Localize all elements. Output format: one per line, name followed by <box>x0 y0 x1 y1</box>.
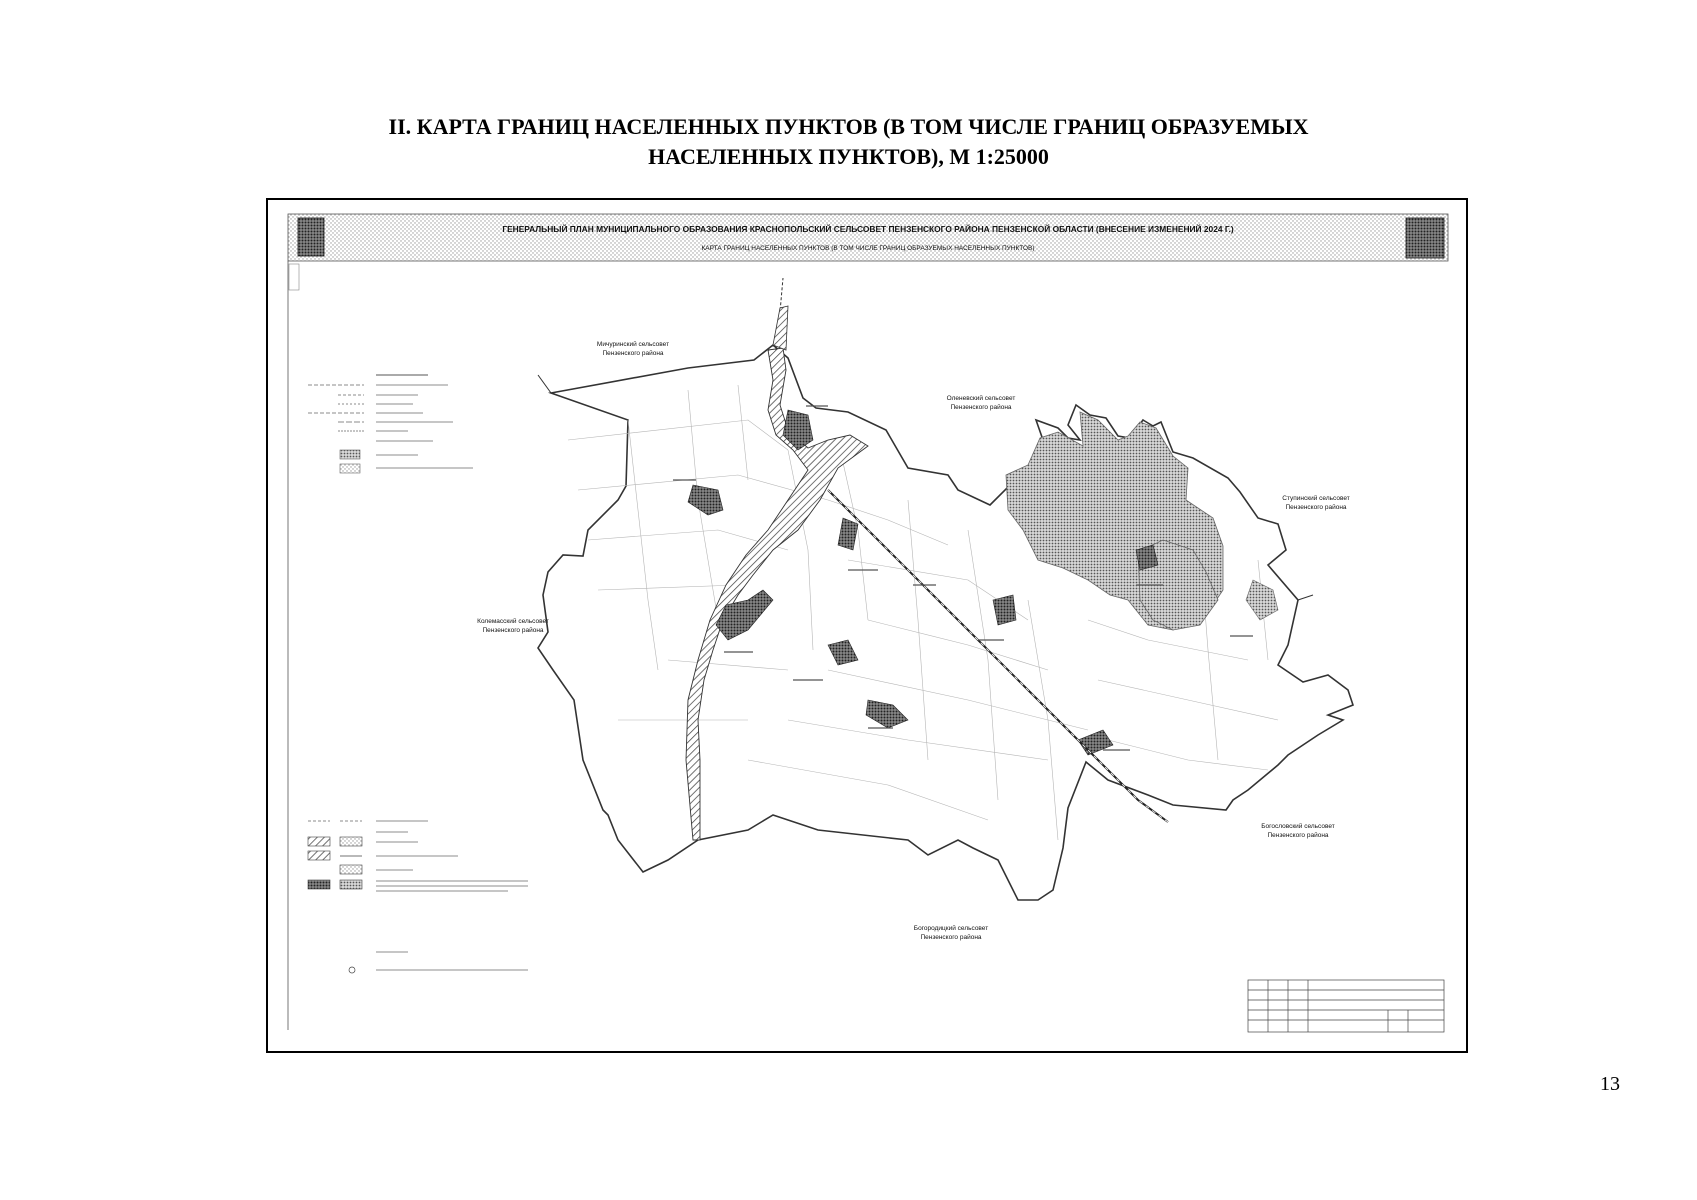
document-title-line-2: НАСЕЛЕННЫХ ПУНКТОВ), М 1:25000 <box>648 144 1049 169</box>
map-header-emblem-left <box>298 218 324 256</box>
map-drawing <box>268 200 1466 1051</box>
neighbor-south-line1: Богородицкий сельсовет <box>913 925 989 932</box>
map-header-subtitle: КАРТА ГРАНИЦ НАСЕЛЕННЫХ ПУНКТОВ (В ТОМ ЧИСЛЕ ГРАНИЦ ОБРАЗУЕМЫХ НАСЕЛЕННЫХ ПУНКТОВ) <box>701 245 1035 252</box>
map-left-stamp <box>289 264 299 290</box>
lower-legend-note-symbol <box>349 967 355 973</box>
map-header-band <box>288 214 1448 261</box>
title-block <box>1248 980 1444 1032</box>
neighbor-west-line1: Колемасский сельсовет <box>477 618 549 625</box>
neighbor-southeast-line2: Пензенского района <box>1267 832 1329 839</box>
road-west <box>538 375 551 393</box>
upper-legend-swatch-1 <box>340 450 360 459</box>
neighbor-northeast-line1: Оленевский сельсовет <box>946 395 1016 402</box>
neighbor-east-line1: Ступинский сельсовет <box>1282 495 1350 502</box>
upper-legend-swatch-2 <box>340 464 360 473</box>
page-number: 13 <box>1600 1073 1620 1095</box>
neighbor-east-line2: Пензенского района <box>1285 504 1347 511</box>
lower-legend-swatch-4b <box>340 880 362 889</box>
map-header-title: ГЕНЕРАЛЬНЫЙ ПЛАН МУНИЦИПАЛЬНОГО ОБРАЗОВАНИЯ КРАСНОПОЛЬСКИЙ СЕЛЬСОВЕТ ПЕНЗЕНСКОГО РАЙОНА ПЕНЗЕНСКОЙ ОБЛАСТИ (ВНЕСЕНИЕ ИЗМЕНЕНИЙ 2024 Г.) <box>502 224 1234 234</box>
neighbor-southeast-line1: Богословский сельсовет <box>1261 823 1335 830</box>
north-inlet <box>773 306 788 350</box>
map-frame <box>266 198 1468 1053</box>
lower-legend-swatch-2a <box>308 851 330 860</box>
title-block-outer <box>1248 980 1444 1032</box>
neighbor-west-line2: Пензенского района <box>482 627 544 634</box>
neighbor-north-line2: Пензенского района <box>602 350 664 357</box>
lower-legend <box>308 821 528 973</box>
neighbor-northeast-line2: Пензенского района <box>950 404 1012 411</box>
lower-legend-swatch-4a <box>308 880 330 889</box>
lower-legend-swatch-3b <box>340 865 362 874</box>
document-title-line-1: II. КАРТА ГРАНИЦ НАСЕЛЕННЫХ ПУНКТОВ (В ТОМ ЧИСЛЕ ГРАНИЦ ОБРАЗУЕМЫХ <box>388 114 1309 139</box>
upper-legend <box>308 375 473 473</box>
municipality-territory <box>538 345 1353 900</box>
neighbor-north-line1: Мичуринский сельсовет <box>596 341 670 348</box>
lower-legend-swatch-1a <box>308 837 330 846</box>
document-title <box>200 112 1497 172</box>
lower-legend-swatch-1b <box>340 837 362 846</box>
neighbor-south-line2: Пензенского района <box>920 934 982 941</box>
map-header-emblem-right <box>1406 218 1444 258</box>
road-east <box>1298 595 1313 600</box>
